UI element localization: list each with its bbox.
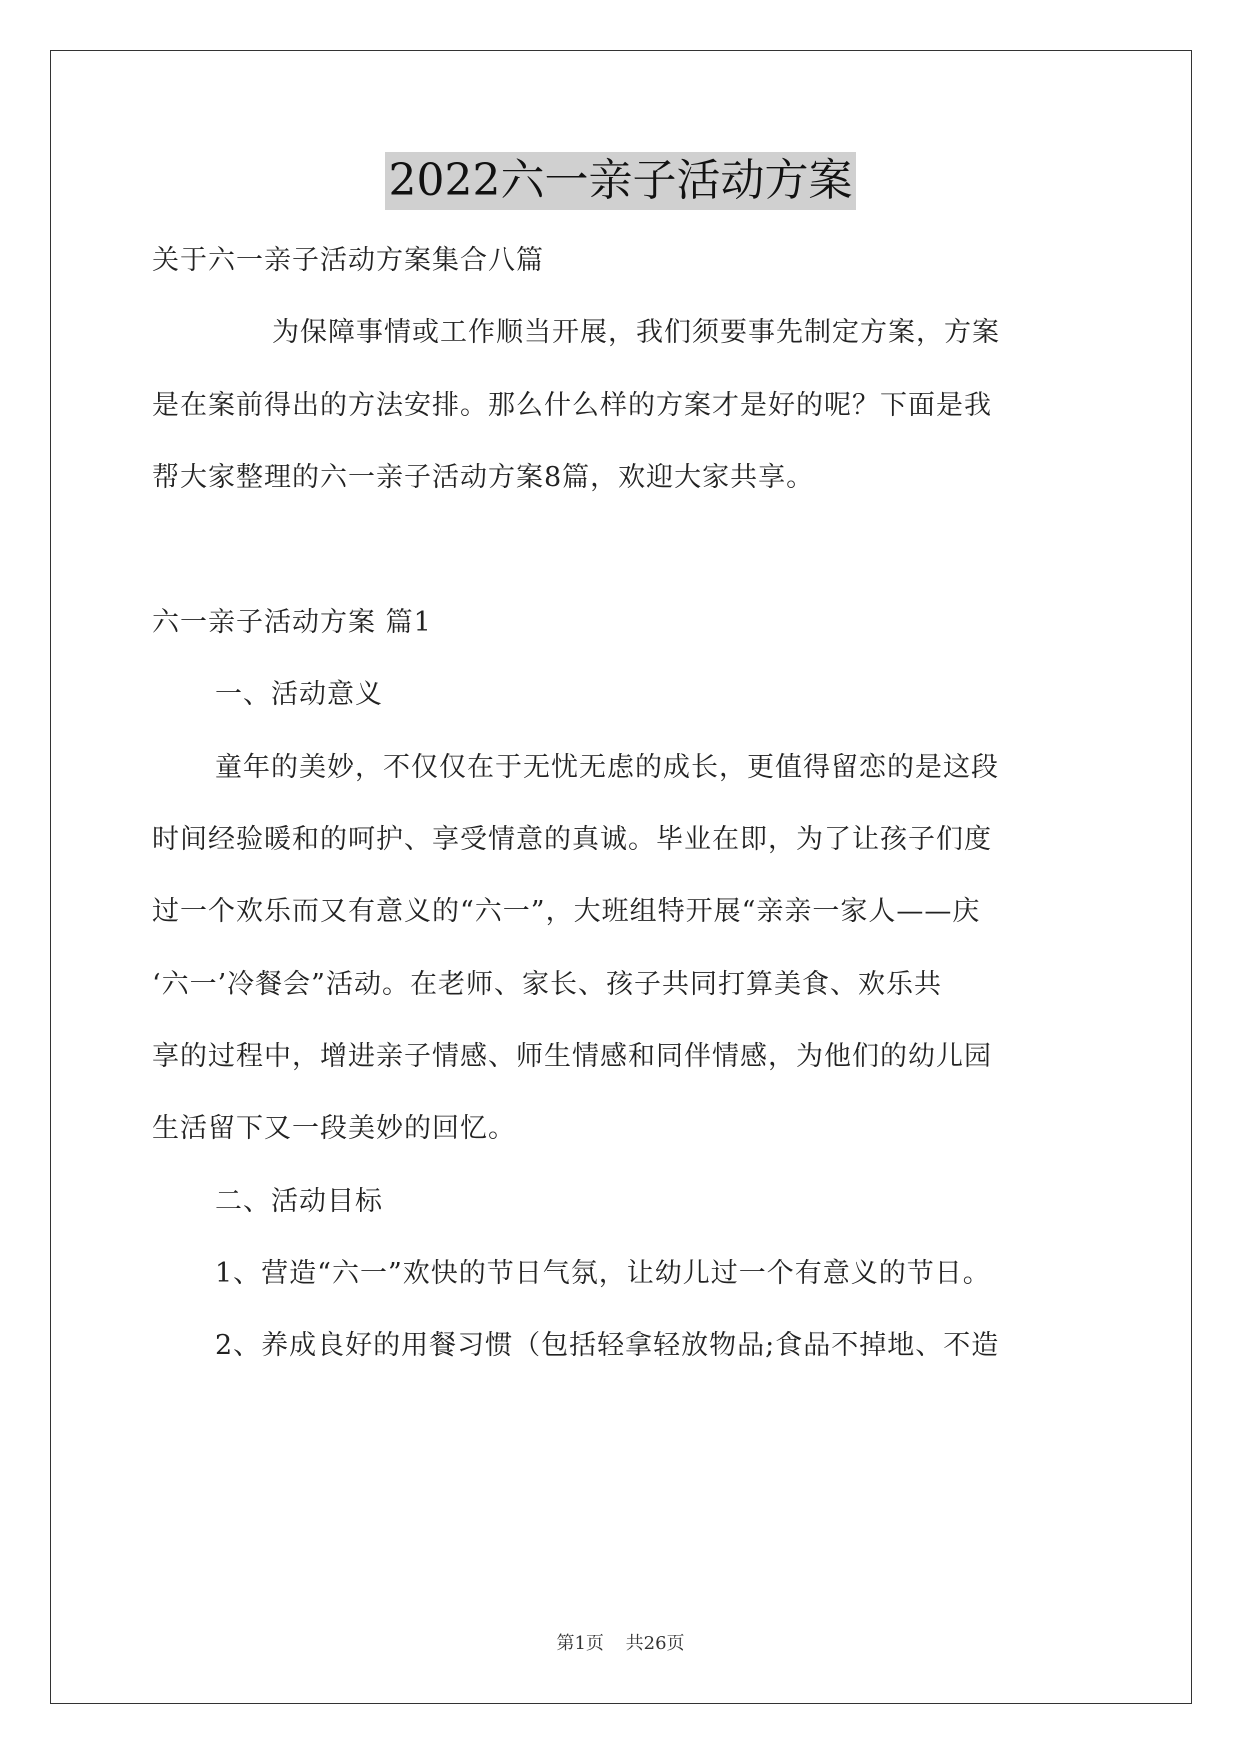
document-subtitle: 关于六一亲子活动方案集合八篇 xyxy=(152,245,544,276)
section1-heading: 六一亲子活动方案 篇1 xyxy=(152,607,432,638)
intro-line-1: 为保障事情或工作顺当开展，我们须要事先制定方案，方案 xyxy=(272,317,1000,348)
page-number: 第1页 xyxy=(556,1633,604,1654)
part1-line-2: 时间经验暖和的呵护、享受情意的真诚。毕业在即，为了让孩子们度 xyxy=(152,824,992,855)
page-total: 共26页 xyxy=(625,1633,685,1654)
part1-line-3: 过一个欢乐而又有意义的“六一”，大班组特开展“亲亲一家人——庆 xyxy=(152,896,981,927)
page-border xyxy=(50,50,1192,1704)
page-footer xyxy=(0,1632,1241,1656)
intro-line-3: 帮大家整理的六一亲子活动方案8篇，欢迎大家共享。 xyxy=(152,462,815,493)
intro-line-2: 是在案前得出的方法安排。那么什么样的方案才是好的呢？下面是我 xyxy=(152,390,992,421)
part1-line-4: ‘六一’冷餐会”活动。在老师、家长、孩子共同打算美食、欢乐共 xyxy=(152,969,942,1000)
document-title: 2022六一亲子活动方案 xyxy=(385,152,857,210)
part1-line-1: 童年的美妙，不仅仅在于无忧无虑的成长，更值得留恋的是这段 xyxy=(215,752,999,783)
part1-line-6: 生活留下又一段美妙的回忆。 xyxy=(152,1113,516,1144)
part1-heading: 一、活动意义 xyxy=(215,679,383,710)
goal-1: 1、营造“六一”欢快的节日气氛，让幼儿过一个有意义的节日。 xyxy=(215,1258,991,1289)
part1-line-5: 享的过程中，增进亲子情感、师生情感和同伴情感，为他们的幼儿园 xyxy=(152,1041,992,1072)
goal-2: 2、养成良好的用餐习惯（包括轻拿轻放物品;食品不掉地、不造 xyxy=(215,1330,1000,1361)
part2-heading: 二、活动目标 xyxy=(215,1186,383,1217)
title-wrap xyxy=(0,152,1241,210)
